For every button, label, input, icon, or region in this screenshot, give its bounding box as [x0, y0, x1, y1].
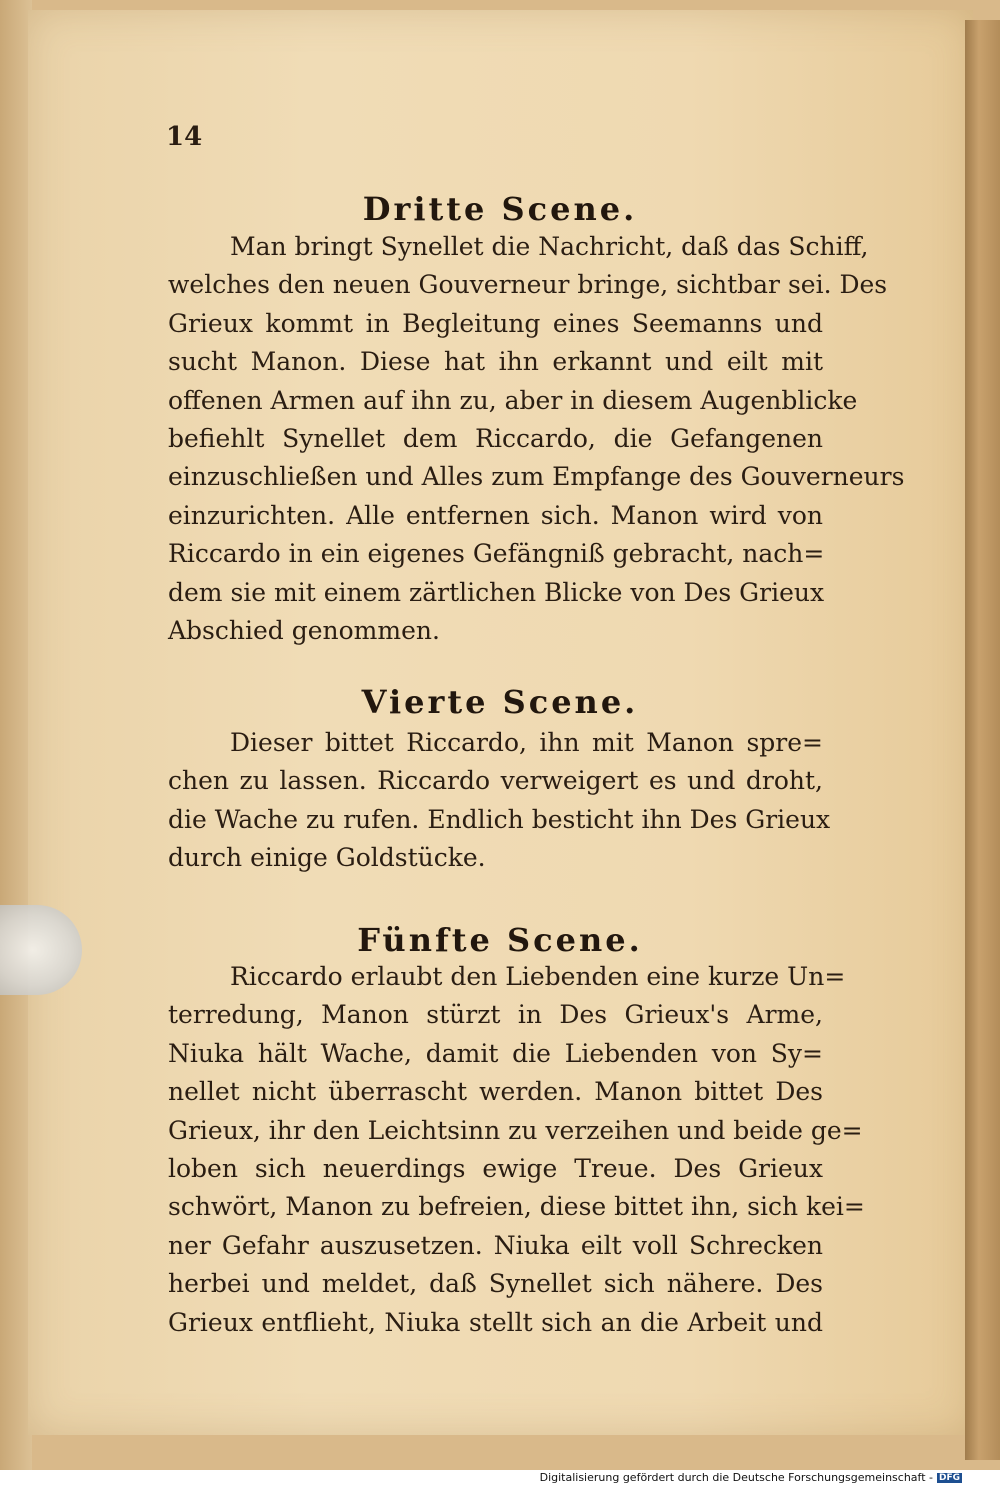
text-line: Riccardo erlaubt den Liebenden eine kurze Un=: [230, 962, 846, 991]
text-line: Niuka hält Wache, damit die Liebenden von Sy=: [168, 1038, 823, 1068]
text-line: durch einige Goldstücke.: [168, 843, 486, 873]
text-line: Grieux, ihr den Leichtsinn zu verzeihen und beide ge=: [168, 1115, 863, 1145]
text-line: dem sie mit einem zärtlichen Blicke von Des Grieux: [168, 577, 825, 607]
text-line: nellet nicht überrascht werden. Manon bittet Des: [168, 1077, 823, 1107]
text-line: Grieux entflieht, Niuka stellt sich an die Arbeit und: [168, 1307, 823, 1337]
section-body-fuenfte-scene: [168, 958, 865, 1342]
text-line: ner Gefahr auszusetzen. Niuka eilt voll Schrecken: [168, 1230, 823, 1260]
text-line: Grieux kommt in Begleitung eines Seemanns und: [168, 308, 823, 338]
text-line: befiehlt Synellet dem Riccardo, die Gefangenen: [168, 424, 823, 454]
text-line: loben sich neuerdings ewige Treue. Des Grieux: [168, 1154, 823, 1184]
text-line: Riccardo in ein eigenes Gefängniß gebracht, nach=: [168, 539, 825, 569]
page-number: 14: [166, 122, 203, 152]
right-page-edge: [965, 20, 1000, 1460]
section-body-dritte-scene: [168, 228, 905, 650]
text-line: die Wache zu rufen. Endlich besticht ihn Des Grieux: [168, 804, 831, 834]
text-line: offenen Armen auf ihn zu, aber in diesem Augenblicke: [168, 385, 858, 415]
section-heading-fuenfte-scene: Fünfte Scene.: [357, 921, 643, 959]
text-line: terredung, Manon stürzt in Des Grieux's Arme,: [168, 1000, 823, 1030]
text-line: welches den neuen Gouverneur bringe, sichtbar sei. Des: [168, 270, 888, 300]
text-line: einzurichten. Alle entfernen sich. Manon wird von: [168, 500, 823, 530]
text-line: einzuschließen und Alles zum Empfange des Gouverneurs: [168, 462, 905, 492]
text-line: chen zu lassen. Riccardo verweigert es und droht,: [168, 766, 823, 796]
dfg-logo-icon: DFG: [938, 1473, 960, 1483]
section-body-vierte-scene: [168, 724, 831, 878]
text-line: herbei und meldet, daß Synellet sich nähere. Des: [168, 1269, 823, 1299]
section-heading-vierte-scene: Vierte Scene.: [361, 683, 639, 721]
section-heading-dritte-scene: Dritte Scene.: [362, 190, 638, 228]
footer-text: Digitalisierung gefördert durch die Deutsche Forschungsgemeinschaft -: [539, 1471, 933, 1484]
text-line: schwört, Manon zu befreien, diese bittet ihn, sich kei=: [168, 1192, 865, 1222]
digitization-credit: [540, 1471, 962, 1484]
text-line: Abschied genommen.: [168, 616, 440, 646]
text-line: sucht Manon. Diese hat ihn erkannt und eilt mit: [168, 347, 823, 377]
text-line: Dieser bittet Riccardo, ihn mit Manon spre=: [230, 728, 823, 757]
text-line: Man bringt Synellet die Nachricht, daß das Schiff,: [230, 232, 869, 261]
